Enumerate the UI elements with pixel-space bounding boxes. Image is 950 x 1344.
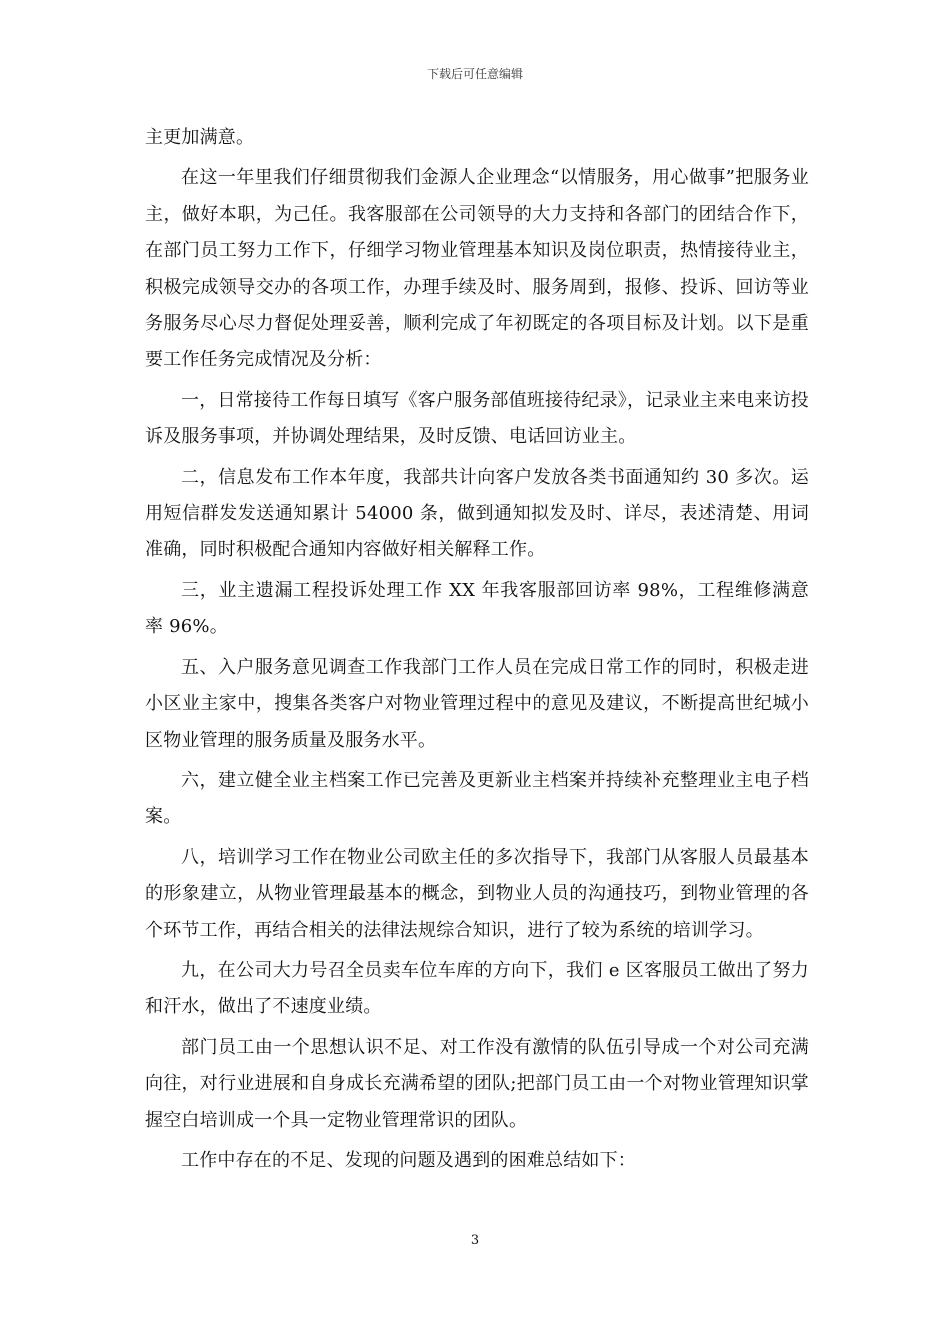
paragraph-11: 工作中存在的不足、发现的问题及遇到的困难总结如下： xyxy=(181,1149,636,1171)
paragraph-10: 部门员工由一个思想认识不足、对工作没有激情的队伍引导成一个对公司充满向往，对行业进展和自身成长充满希望的团队;把部门员工由一个对物业管理知识掌握空白培训成一个具一定物业管理常识的团队。 xyxy=(145,1036,809,1131)
paragraph-1: 主更加满意。 xyxy=(145,127,255,148)
page-header: 下载后可任意编辑 xyxy=(426,67,523,81)
paragraph-3: 一，日常接待工作每日填写《客户服务部值班接待纪录》，记录业主来电来访投诉及服务事项，并协调处理结果，及时反馈、电话回访业主。 xyxy=(145,389,809,448)
paragraph-4: 二，信息发布工作本年度，我部共计向客户发放各类书面通知约 30 多次。运用短信群发发送通知累计 54000 条，做到通知拟发及时、详尽，表述清楚、用词准确，同时积极配合通知内容做好相关解释工作。 xyxy=(145,466,809,561)
paragraph-2: 在这一年里我们仔细贯彻我们金源人企业理念“以情服务，用心做事”把服务业主，做好本职，为己任。我客服部在公司领导的大力支持和各部门的团结合作下，在部门员工努力工作下，仔细学习物业管理基本知识及岗位职责，热情接待业主，积极完成领导交办的各项工作，办理手续及时、服务周到，报修、投诉、回访等业务服务尽心尽力督促处理妥善，顺利完成了年初既定的各项目标及计划。以下是重要工作任务完成情况及分析： xyxy=(145,167,809,371)
paragraph-7: 六，建立健全业主档案工作已完善及更新业主档案并持续补充整理业主电子档案。 xyxy=(145,769,809,828)
page-number: 3 xyxy=(470,1233,480,1248)
document-body xyxy=(145,120,809,1183)
paragraph-6: 五、入户服务意见调查工作我部门工作人员在完成日常工作的同时，积极走进小区业主家中，搜集各类客户对物业管理过程中的意见及建议，不断提高世纪城小区物业管理的服务质量及服务水平。 xyxy=(145,656,809,751)
paragraph-9: 九，在公司大力号召全员卖车位车库的方向下，我们 e 区客服员工做出了努力和汗水，做出了不速度业绩。 xyxy=(145,959,809,1018)
paragraph-8: 八，培训学习工作在物业公司欧主任的多次指导下，我部门从客服人员最基本的形象建立，从物业管理最基本的概念，到物业人员的沟通技巧，到物业管理的各个环节工作，再结合相关的法律法规综合知识，进行了较为系统的培训学习。 xyxy=(145,846,809,941)
paragraph-5: 三，业主遗漏工程投诉处理工作 XX 年我客服部回访率 98%，工程维修满意率 96%。 xyxy=(145,579,809,638)
